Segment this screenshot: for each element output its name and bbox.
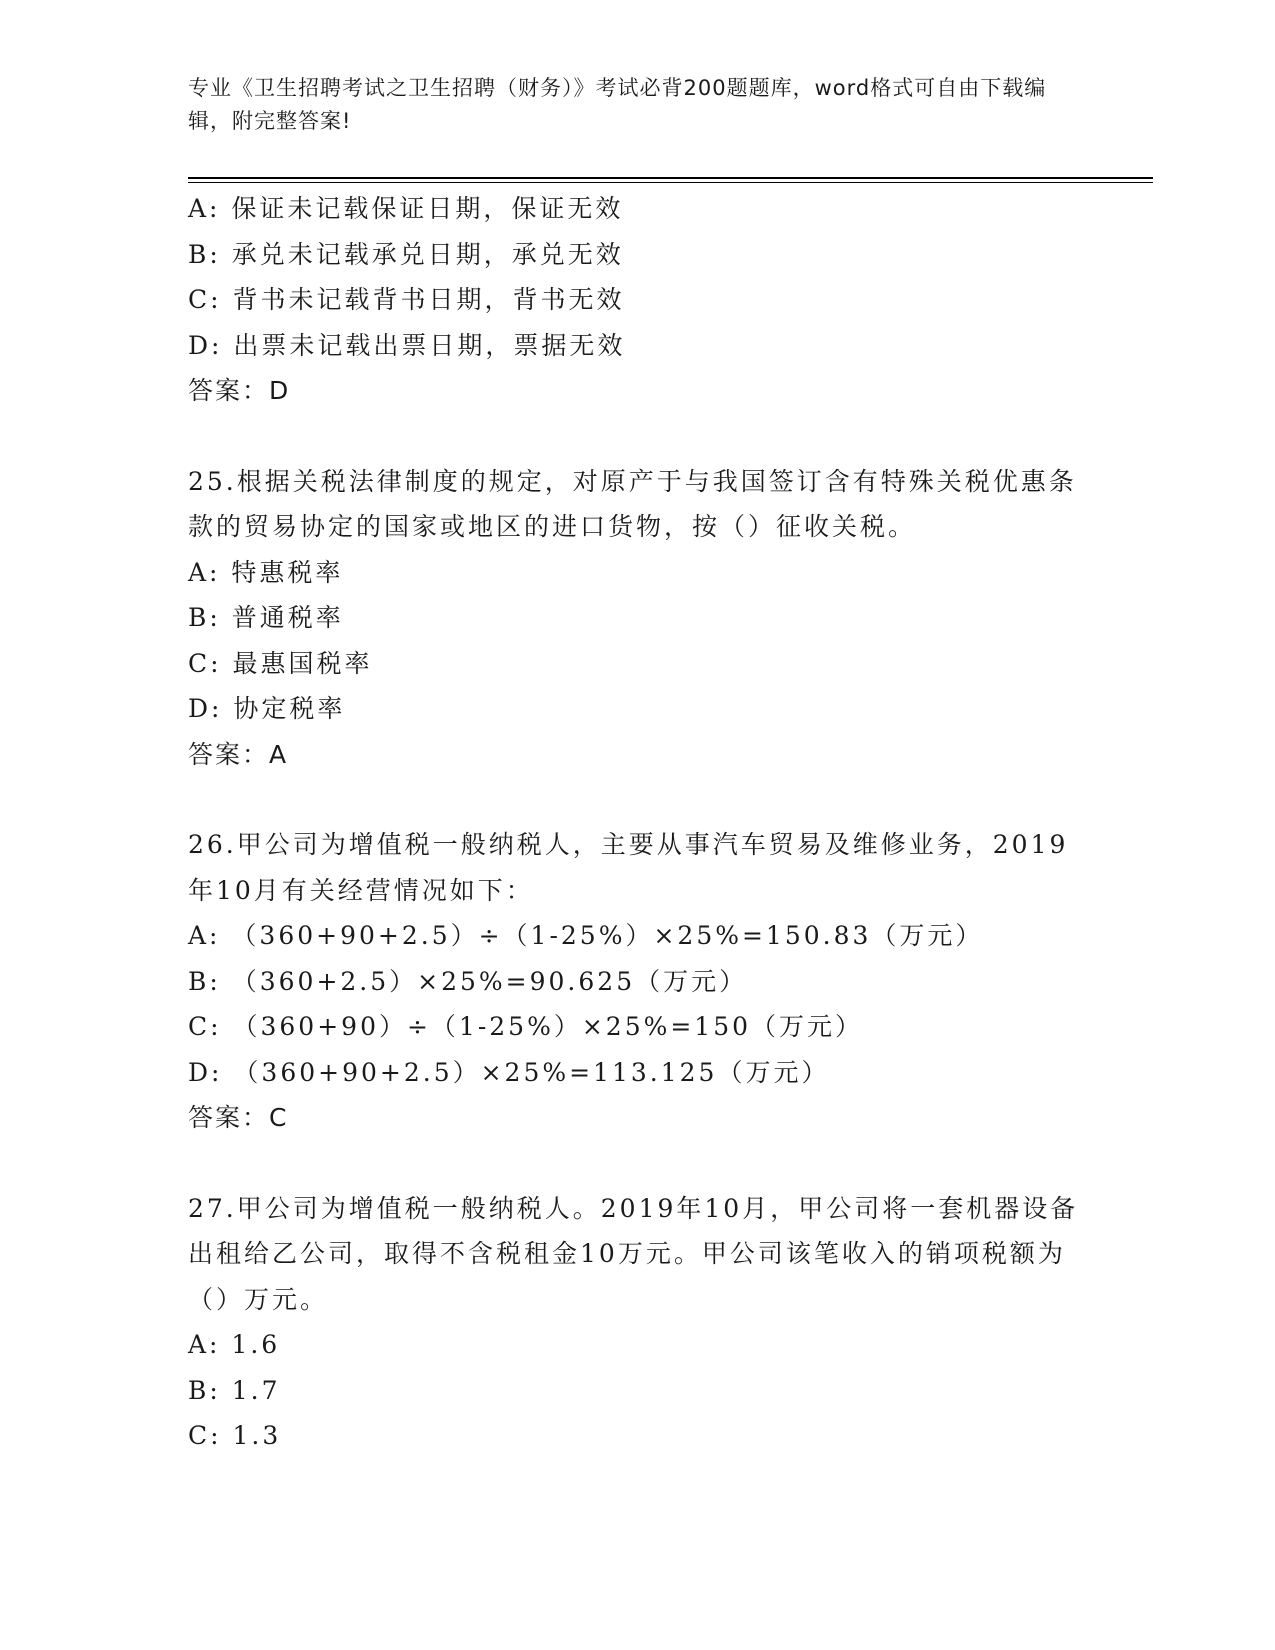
option-d: D: （360+90+2.5）×25%=113.125（万元） (188, 1057, 830, 1087)
option-c: C: 最惠国税率 (188, 648, 373, 678)
spacer (188, 777, 1088, 822)
question-list (188, 186, 1088, 1459)
option-a: A: 1.6 (188, 1330, 281, 1359)
option-d: D: 出票未记载出票日期，票据无效 (188, 330, 626, 360)
answer: 答案：A (188, 739, 289, 769)
document-header: 专业《卫生招聘考试之卫生招聘（财务）》考试必背200题题库，word格式可自由下载编辑，附完整答案! (188, 76, 1047, 133)
question-text: 26.甲公司为增值税一般纳税人，主要从事汽车贸易及维修业务，2019年10月有关经营情况如下： (188, 830, 1069, 905)
option-b: B: 普通税率 (188, 603, 344, 632)
option-c: C: （360+90）÷（1-25%）×25%=150（万元） (188, 1012, 864, 1041)
option-a: A: （360+90+2.5）÷（1-25%）×25%=150.83（万元） (188, 921, 984, 950)
answer: 答案：D (188, 376, 291, 405)
question-text: 27.甲公司为增值税一般纳税人。2019年10月，甲公司将一套机器设备出租给乙公司，取得不含税租金10万元。甲公司该笔收入的销项税额为（）万元。 (188, 1193, 1079, 1314)
question-25 (188, 459, 1088, 778)
header-rule-thick (188, 177, 1153, 179)
spacer (188, 1141, 1088, 1186)
question-27 (188, 1186, 1088, 1459)
header-rule-thin (188, 182, 1153, 183)
answer: 答案：C (188, 1103, 289, 1132)
question-26 (188, 822, 1088, 1141)
spacer (188, 414, 1088, 459)
question-24 (188, 186, 1088, 414)
option-b: B: 1.7 (188, 1375, 281, 1405)
option-a: A: 特惠税率 (188, 557, 344, 587)
option-a: A: 保证未记载保证日期，保证无效 (188, 194, 624, 223)
option-c: C: 背书未记载背书日期，背书无效 (188, 285, 625, 314)
option-c: C: 1.3 (188, 1421, 282, 1450)
option-d: D: 协定税率 (188, 694, 346, 723)
question-text: 25.根据关税法律制度的规定，对原产于与我国签订含有特殊关税优惠条款的贸易协定的国家或地区的进口货物，按（）征收关税。 (188, 466, 1077, 541)
option-b: B: （360+2.5）×25%=90.625（万元） (188, 966, 748, 996)
option-b: B: 承兑未记载承兑日期，承兑无效 (188, 239, 624, 269)
